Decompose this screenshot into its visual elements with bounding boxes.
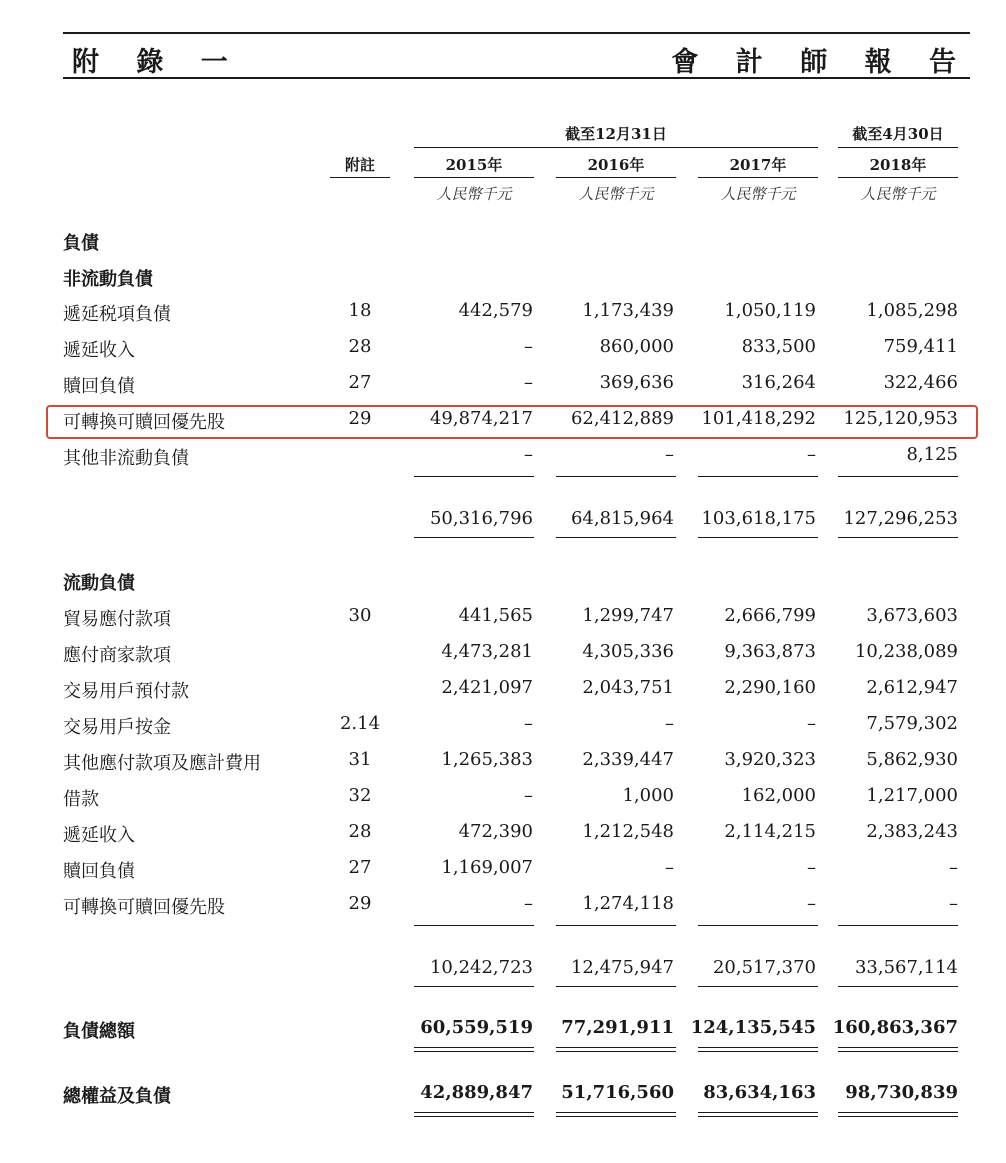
row-value: – [949,857,958,878]
tel-2017: 83,634,163 [703,1082,816,1103]
tel-double-line-2018 [838,1112,958,1117]
c-total-2017: 20,517,370 [712,957,816,978]
c-total-line-2015 [414,986,534,987]
row-label: 遞延税項負債 [63,300,313,326]
row-value: 101,418,292 [701,408,816,429]
row-note: 31 [348,749,372,770]
nc-total-2015: 50,316,796 [429,508,533,529]
total-liabilities-2018: 160,863,367 [832,1017,958,1038]
tel-double-line-2017 [698,1112,818,1117]
c-total-line-2016 [556,986,676,987]
row-value: – [807,857,816,878]
row-value: 442,579 [458,300,533,321]
c-subtotal-line-2016 [556,925,676,926]
nc-subtotal-line-2016 [556,476,676,477]
period-single-label: 截至4月30日 [852,125,944,143]
row-value: – [949,893,958,914]
top-rule [63,32,970,34]
year-underline-2016 [556,177,676,178]
row-value: 1,169,007 [441,857,533,878]
tel-2018: 98,730,839 [845,1082,958,1103]
row-note: 18 [348,300,372,321]
c-total-2016: 12,475,947 [570,957,674,978]
table-row [0,372,1006,400]
row-value: 1,050,119 [724,300,816,321]
row-label: 借款 [63,785,313,811]
row-value: 2,043,751 [582,677,674,698]
row-label: 應付商家款項 [63,641,313,667]
year-underline-2017 [698,177,818,178]
row-label: 遞延收入 [63,821,313,847]
total-equity-liabilities-row [0,1082,1006,1110]
row-value: 3,920,323 [724,749,816,770]
row-value: – [524,893,533,914]
section-non-current: 非流動負債 [63,269,153,290]
tl-double-line-2018 [838,1047,958,1052]
row-value: – [524,444,533,465]
row-label: 可轉換可贖回優先股 [63,893,313,919]
row-value: – [524,372,533,393]
row-value: 125,120,953 [843,408,958,429]
row-note: 27 [348,372,372,393]
unit-2018: 人民幣千元 [860,185,936,203]
nc-subtotal-line-2017 [698,476,818,477]
year-underline-2015 [414,177,534,178]
unit-2015: 人民幣千元 [436,185,512,203]
row-note: 27 [348,857,372,878]
row-value: 322,466 [883,372,958,393]
row-value: 2,383,243 [866,821,958,842]
year-header-2015: 2015年 [445,156,503,174]
tl-double-line-2016 [556,1047,676,1052]
section-current: 流動負債 [63,573,135,594]
row-note: 28 [348,821,372,842]
unit-2016: 人民幣千元 [578,185,654,203]
row-value: – [524,713,533,734]
nc-total-line-2017 [698,537,818,538]
appendix-title: 附 錄 一 [72,47,242,78]
row-value: 369,636 [599,372,674,393]
tel-2015: 42,889,847 [420,1082,533,1103]
row-value: 2,421,097 [441,677,533,698]
total-liabilities-2016: 77,291,911 [561,1017,674,1038]
year-header-2017: 2017年 [729,156,787,174]
table-row [0,444,1006,472]
table-row [0,336,1006,364]
c-total-line-2018 [838,986,958,987]
row-label: 可轉換可贖回優先股 [63,408,313,434]
table-row [0,408,1006,436]
period-group-label: 截至12月31日 [565,125,667,143]
report-title: 會 計 師 報 告 [671,47,970,78]
total-liabilities-label: 負債總額 [63,1017,313,1043]
nc-total-2017: 103,618,175 [701,508,816,529]
table-row [0,677,1006,705]
tel-double-line-2015 [414,1112,534,1117]
row-label: 交易用戶按金 [63,713,313,739]
row-label: 交易用戶預付款 [63,677,313,703]
tel-double-line-2016 [556,1112,676,1117]
row-note: 28 [348,336,372,357]
row-label: 貿易應付款項 [63,605,313,631]
row-value: 2,612,947 [866,677,958,698]
section-liabilities: 負債 [63,233,99,254]
row-value: 1,299,747 [582,605,674,626]
row-value: – [665,713,674,734]
nc-total-line-2015 [414,537,534,538]
row-value: 10,238,089 [854,641,958,662]
c-total-2018: 33,567,114 [854,957,958,978]
row-label: 贖回負債 [63,372,313,398]
tl-double-line-2015 [414,1047,534,1052]
nc-total-2016: 64,815,964 [570,508,674,529]
row-value: 1,265,383 [441,749,533,770]
row-value: 5,862,930 [866,749,958,770]
non-current-total-row [0,508,1006,536]
row-value: 8,125 [906,444,958,465]
table-row [0,857,1006,885]
nc-subtotal-line-2018 [838,476,958,477]
row-label: 其他非流動負債 [63,444,313,470]
c-subtotal-line-2017 [698,925,818,926]
tl-double-line-2017 [698,1047,818,1052]
row-value: 49,874,217 [429,408,533,429]
row-value: – [807,713,816,734]
row-value: 2,290,160 [724,677,816,698]
row-value: – [807,893,816,914]
row-value: – [524,336,533,357]
row-note: 32 [348,785,372,806]
row-value: 1,274,118 [582,893,674,914]
nc-total-2018: 127,296,253 [843,508,958,529]
note-header: 附註 [344,156,375,174]
row-value: 62,412,889 [570,408,674,429]
table-row [0,300,1006,328]
row-value: 759,411 [883,336,958,357]
header-bottom-rule [63,77,970,79]
row-label: 其他應付款項及應計費用 [63,749,313,775]
row-value: – [524,785,533,806]
row-value: 316,264 [741,372,816,393]
total-equity-liabilities-label: 總權益及負債 [63,1082,313,1108]
table-row [0,641,1006,669]
row-note: 29 [348,893,372,914]
c-total-2015: 10,242,723 [429,957,533,978]
table-row [0,785,1006,813]
table-row [0,713,1006,741]
table-row [0,749,1006,777]
row-value: – [807,444,816,465]
row-value: 441,565 [458,605,533,626]
c-subtotal-line-2018 [838,925,958,926]
row-value: 2,114,215 [724,821,816,842]
total-liabilities-row [0,1017,1006,1045]
row-value: – [665,444,674,465]
year-underline-2018 [838,177,958,178]
row-value: 1,085,298 [866,300,958,321]
row-value: 4,473,281 [441,641,533,662]
row-value: 162,000 [741,785,816,806]
row-value: 7,579,302 [866,713,958,734]
row-value: 9,363,873 [724,641,816,662]
table-row [0,893,1006,921]
row-value: – [665,857,674,878]
note-underline [330,177,390,178]
nc-subtotal-line-2015 [414,476,534,477]
row-value: 4,305,336 [582,641,674,662]
row-value: 1,212,548 [582,821,674,842]
row-label: 贖回負債 [63,857,313,883]
year-header-2018: 2018年 [869,156,927,174]
row-value: 2,339,447 [582,749,674,770]
table-row [0,821,1006,849]
row-value: 1,217,000 [866,785,958,806]
c-subtotal-line-2015 [414,925,534,926]
row-value: 3,673,603 [866,605,958,626]
row-note: 30 [348,605,372,626]
row-value: 860,000 [599,336,674,357]
unit-2017: 人民幣千元 [720,185,796,203]
nc-total-line-2016 [556,537,676,538]
row-value: 1,173,439 [582,300,674,321]
year-header-2016: 2016年 [587,156,645,174]
row-label: 遞延收入 [63,336,313,362]
row-note: 2.14 [339,713,381,734]
row-value: 2,666,799 [724,605,816,626]
row-value: 833,500 [741,336,816,357]
row-value: 472,390 [458,821,533,842]
tel-2016: 51,716,560 [561,1082,674,1103]
nc-total-line-2018 [838,537,958,538]
row-note: 29 [348,408,372,429]
c-total-line-2017 [698,986,818,987]
group-underline [414,147,818,148]
current-total-row [0,957,1006,985]
row-value: 1,000 [622,785,674,806]
single-underline [838,147,958,148]
table-row [0,605,1006,633]
total-liabilities-2017: 124,135,545 [690,1017,816,1038]
total-liabilities-2015: 60,559,519 [420,1017,533,1038]
